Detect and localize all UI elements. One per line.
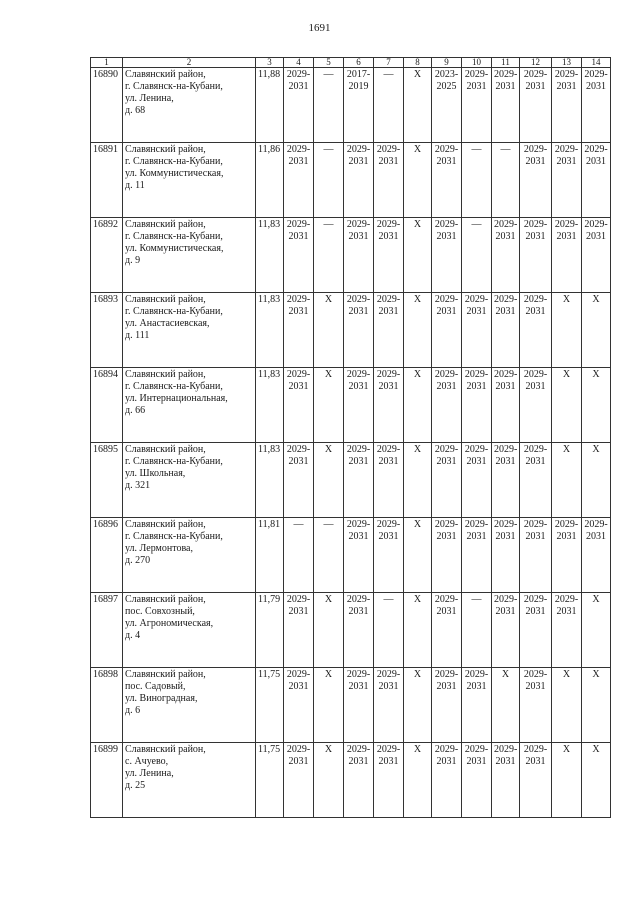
address-cell bbox=[123, 143, 256, 218]
address-cell bbox=[123, 593, 256, 668]
period-cell: 2029- 2031 bbox=[284, 743, 314, 818]
period-cell: 2029- 2031 bbox=[492, 593, 520, 668]
period-cell: 2029- 2031 bbox=[374, 293, 404, 368]
address-line: д. 11 bbox=[125, 180, 145, 191]
column-header-8: 8 bbox=[404, 58, 432, 68]
period-cell: X bbox=[582, 743, 611, 818]
address-cell bbox=[123, 368, 256, 443]
period-cell: 2029- 2031 bbox=[284, 143, 314, 218]
value-cell: 11,83 bbox=[256, 293, 284, 368]
period-cell: 2029- 2031 bbox=[374, 443, 404, 518]
address-line: Славянский район, bbox=[125, 144, 206, 155]
period-cell: X bbox=[582, 593, 611, 668]
register-table bbox=[90, 57, 611, 818]
period-cell: 2029- 2031 bbox=[492, 293, 520, 368]
address-line: г. Славянск-на-Кубани, bbox=[125, 231, 223, 242]
period-cell: — bbox=[492, 143, 520, 218]
address-line: г. Славянск-на-Кубани, bbox=[125, 531, 223, 542]
column-header-1: 1 bbox=[91, 58, 123, 68]
table-row bbox=[91, 218, 611, 293]
period-cell: — bbox=[314, 518, 344, 593]
address-line: д. 66 bbox=[125, 405, 146, 416]
column-header-4: 4 bbox=[284, 58, 314, 68]
period-cell: X bbox=[582, 368, 611, 443]
address-line: д. 4 bbox=[125, 630, 141, 641]
period-cell: 2029- 2031 bbox=[462, 518, 492, 593]
period-cell: X bbox=[314, 743, 344, 818]
period-cell: X bbox=[552, 368, 582, 443]
address-line: д. 270 bbox=[125, 555, 151, 566]
period-cell: 2029- 2031 bbox=[432, 743, 462, 818]
address-line: ул. Интернациональная, bbox=[125, 393, 228, 404]
period-cell: 2029- 2031 bbox=[432, 218, 462, 293]
address-cell bbox=[123, 293, 256, 368]
table-row bbox=[91, 593, 611, 668]
header-row bbox=[91, 58, 611, 68]
period-cell: 2029- 2031 bbox=[284, 293, 314, 368]
period-cell: 2029- 2031 bbox=[520, 593, 552, 668]
period-cell: 2029- 2031 bbox=[462, 368, 492, 443]
period-cell: 2029- 2031 bbox=[284, 68, 314, 143]
period-cell: 2029- 2031 bbox=[344, 743, 374, 818]
period-cell: 2029- 2031 bbox=[552, 518, 582, 593]
period-cell: 2029- 2031 bbox=[344, 218, 374, 293]
period-cell: — bbox=[462, 218, 492, 293]
period-cell: — bbox=[314, 218, 344, 293]
row-id: 16897 bbox=[91, 593, 123, 668]
address-line: Славянский район, bbox=[125, 519, 206, 530]
column-header-12: 12 bbox=[520, 58, 552, 68]
period-cell: 2029- 2031 bbox=[492, 218, 520, 293]
period-cell: 2029- 2031 bbox=[520, 368, 552, 443]
address-line: пос. Садовый, bbox=[125, 681, 186, 692]
address-line: ул. Ленина, bbox=[125, 768, 174, 779]
address-line: ул. Коммунистическая, bbox=[125, 243, 224, 254]
value-cell: 11,83 bbox=[256, 218, 284, 293]
period-cell: X bbox=[314, 593, 344, 668]
column-header-11: 11 bbox=[492, 58, 520, 68]
address-line: ул. Агрономическая, bbox=[125, 618, 214, 629]
period-cell: 2029- 2031 bbox=[520, 668, 552, 743]
period-cell: 2029- 2031 bbox=[552, 593, 582, 668]
period-cell: 2029- 2031 bbox=[344, 293, 374, 368]
period-cell: 2029- 2031 bbox=[374, 368, 404, 443]
row-id: 16895 bbox=[91, 443, 123, 518]
period-cell: X bbox=[552, 443, 582, 518]
period-cell: X bbox=[314, 443, 344, 518]
address-line: ул. Коммунистическая, bbox=[125, 168, 224, 179]
address-line: д. 321 bbox=[125, 480, 151, 491]
period-cell: X bbox=[404, 668, 432, 743]
period-cell: 2029- 2031 bbox=[374, 668, 404, 743]
address-line: д. 9 bbox=[125, 255, 141, 266]
period-cell: 2029- 2031 bbox=[374, 743, 404, 818]
period-cell: 2029- 2031 bbox=[582, 143, 611, 218]
period-cell: 2029- 2031 bbox=[432, 518, 462, 593]
period-cell: X bbox=[404, 68, 432, 143]
table-row bbox=[91, 743, 611, 818]
period-cell: 2029- 2031 bbox=[520, 518, 552, 593]
address-line: пос. Совхозный, bbox=[125, 606, 195, 617]
address-line: д. 68 bbox=[125, 105, 146, 116]
period-cell: 2029- 2031 bbox=[520, 743, 552, 818]
period-cell: 2017- 2019 bbox=[344, 68, 374, 143]
period-cell: 2029- 2031 bbox=[432, 668, 462, 743]
period-cell: X bbox=[404, 443, 432, 518]
address-line: с. Ачуево, bbox=[125, 756, 169, 767]
period-cell: X bbox=[492, 668, 520, 743]
row-id: 16898 bbox=[91, 668, 123, 743]
period-cell: 2029- 2031 bbox=[462, 668, 492, 743]
table-row bbox=[91, 293, 611, 368]
column-header-5: 5 bbox=[314, 58, 344, 68]
period-cell: X bbox=[552, 668, 582, 743]
period-cell: — bbox=[314, 68, 344, 143]
table-row bbox=[91, 68, 611, 143]
period-cell: 2029- 2031 bbox=[374, 218, 404, 293]
value-cell: 11,83 bbox=[256, 443, 284, 518]
period-cell: 2029- 2031 bbox=[432, 443, 462, 518]
column-header-10: 10 bbox=[462, 58, 492, 68]
period-cell: X bbox=[404, 593, 432, 668]
address-line: д. 6 bbox=[125, 705, 141, 716]
period-cell: 2029- 2031 bbox=[344, 143, 374, 218]
period-cell: 2029- 2031 bbox=[432, 293, 462, 368]
address-line: ул. Лермонтова, bbox=[125, 543, 193, 554]
row-id: 16890 bbox=[91, 68, 123, 143]
address-line: г. Славянск-на-Кубани, bbox=[125, 156, 223, 167]
value-cell: 11,75 bbox=[256, 743, 284, 818]
period-cell: 2029- 2031 bbox=[582, 518, 611, 593]
period-cell: X bbox=[582, 443, 611, 518]
period-cell: 2029- 2031 bbox=[284, 368, 314, 443]
period-cell: 2029- 2031 bbox=[284, 218, 314, 293]
period-cell: 2029- 2031 bbox=[552, 218, 582, 293]
period-cell: 2029- 2031 bbox=[284, 443, 314, 518]
period-cell: X bbox=[404, 368, 432, 443]
address-line: Славянский район, bbox=[125, 219, 206, 230]
table-body bbox=[91, 68, 611, 818]
period-cell: 2029- 2031 bbox=[344, 668, 374, 743]
value-cell: 11,86 bbox=[256, 143, 284, 218]
address-line: Славянский район, bbox=[125, 669, 206, 680]
value-cell: 11,81 bbox=[256, 518, 284, 593]
period-cell: 2029- 2031 bbox=[284, 593, 314, 668]
address-line: Славянский район, bbox=[125, 744, 206, 755]
address-line: ул. Ленина, bbox=[125, 93, 174, 104]
address-cell bbox=[123, 668, 256, 743]
period-cell: 2029- 2031 bbox=[520, 218, 552, 293]
address-cell bbox=[123, 68, 256, 143]
period-cell: 2029- 2031 bbox=[520, 443, 552, 518]
period-cell: X bbox=[552, 743, 582, 818]
period-cell: X bbox=[404, 143, 432, 218]
column-header-3: 3 bbox=[256, 58, 284, 68]
period-cell: 2029- 2031 bbox=[492, 743, 520, 818]
period-cell: 2029- 2031 bbox=[374, 143, 404, 218]
period-cell: X bbox=[314, 668, 344, 743]
value-cell: 11,88 bbox=[256, 68, 284, 143]
period-cell: 2029- 2031 bbox=[462, 293, 492, 368]
address-line: Славянский район, bbox=[125, 369, 206, 380]
period-cell: — bbox=[374, 593, 404, 668]
address-cell bbox=[123, 743, 256, 818]
table-row bbox=[91, 143, 611, 218]
period-cell: 2029- 2031 bbox=[462, 68, 492, 143]
period-cell: — bbox=[462, 143, 492, 218]
period-cell: 2029- 2031 bbox=[344, 368, 374, 443]
period-cell: X bbox=[314, 368, 344, 443]
table-header bbox=[91, 58, 611, 68]
table-row bbox=[91, 518, 611, 593]
period-cell: 2029- 2031 bbox=[582, 68, 611, 143]
table-row bbox=[91, 668, 611, 743]
period-cell: 2029- 2031 bbox=[462, 443, 492, 518]
period-cell: X bbox=[552, 293, 582, 368]
period-cell: — bbox=[284, 518, 314, 593]
row-id: 16896 bbox=[91, 518, 123, 593]
period-cell: — bbox=[462, 593, 492, 668]
column-header-2: 2 bbox=[123, 58, 256, 68]
page-number: 1691 bbox=[308, 22, 331, 34]
address-line: г. Славянск-на-Кубани, bbox=[125, 456, 223, 467]
address-cell bbox=[123, 518, 256, 593]
period-cell: X bbox=[582, 293, 611, 368]
address-cell bbox=[123, 218, 256, 293]
address-line: Славянский район, bbox=[125, 69, 206, 80]
period-cell: 2029- 2031 bbox=[462, 743, 492, 818]
row-id: 16893 bbox=[91, 293, 123, 368]
period-cell: 2029- 2031 bbox=[520, 143, 552, 218]
address-line: ул. Анастасиевская, bbox=[125, 318, 210, 329]
address-cell bbox=[123, 443, 256, 518]
period-cell: 2029- 2031 bbox=[552, 143, 582, 218]
address-line: ул. Виноградная, bbox=[125, 693, 198, 704]
period-cell: 2029- 2031 bbox=[374, 518, 404, 593]
value-cell: 11,83 bbox=[256, 368, 284, 443]
row-id: 16894 bbox=[91, 368, 123, 443]
column-header-9: 9 bbox=[432, 58, 462, 68]
period-cell: 2029- 2031 bbox=[344, 443, 374, 518]
period-cell: 2029- 2031 bbox=[344, 518, 374, 593]
period-cell: X bbox=[404, 218, 432, 293]
address-line: д. 111 bbox=[125, 330, 150, 341]
period-cell: 2029- 2031 bbox=[432, 368, 462, 443]
address-line: Славянский район, bbox=[125, 444, 206, 455]
period-cell: X bbox=[404, 293, 432, 368]
value-cell: 11,79 bbox=[256, 593, 284, 668]
period-cell: X bbox=[582, 668, 611, 743]
address-line: ул. Школьная, bbox=[125, 468, 186, 479]
period-cell: 2029- 2031 bbox=[582, 218, 611, 293]
period-cell: — bbox=[314, 143, 344, 218]
row-id: 16899 bbox=[91, 743, 123, 818]
period-cell: X bbox=[314, 293, 344, 368]
period-cell: 2029- 2031 bbox=[344, 593, 374, 668]
period-cell: 2029- 2031 bbox=[492, 518, 520, 593]
column-header-13: 13 bbox=[552, 58, 582, 68]
address-line: г. Славянск-на-Кубани, bbox=[125, 81, 223, 92]
column-header-7: 7 bbox=[374, 58, 404, 68]
address-line: Славянский район, bbox=[125, 294, 206, 305]
period-cell: 2029- 2031 bbox=[492, 368, 520, 443]
column-header-6: 6 bbox=[344, 58, 374, 68]
address-line: г. Славянск-на-Кубани, bbox=[125, 306, 223, 317]
address-line: д. 25 bbox=[125, 780, 146, 791]
period-cell: 2029- 2031 bbox=[552, 68, 582, 143]
table-row bbox=[91, 443, 611, 518]
period-cell: — bbox=[374, 68, 404, 143]
row-id: 16892 bbox=[91, 218, 123, 293]
period-cell: 2029- 2031 bbox=[520, 293, 552, 368]
period-cell: 2029- 2031 bbox=[492, 68, 520, 143]
row-id: 16891 bbox=[91, 143, 123, 218]
period-cell: 2029- 2031 bbox=[284, 668, 314, 743]
period-cell: X bbox=[404, 518, 432, 593]
address-line: г. Славянск-на-Кубани, bbox=[125, 381, 223, 392]
address-line: Славянский район, bbox=[125, 594, 206, 605]
period-cell: 2029- 2031 bbox=[492, 443, 520, 518]
period-cell: 2029- 2031 bbox=[432, 593, 462, 668]
table-row bbox=[91, 368, 611, 443]
period-cell: 2023- 2025 bbox=[432, 68, 462, 143]
period-cell: X bbox=[404, 743, 432, 818]
value-cell: 11,75 bbox=[256, 668, 284, 743]
column-header-14: 14 bbox=[582, 58, 611, 68]
period-cell: 2029- 2031 bbox=[432, 143, 462, 218]
period-cell: 2029- 2031 bbox=[520, 68, 552, 143]
